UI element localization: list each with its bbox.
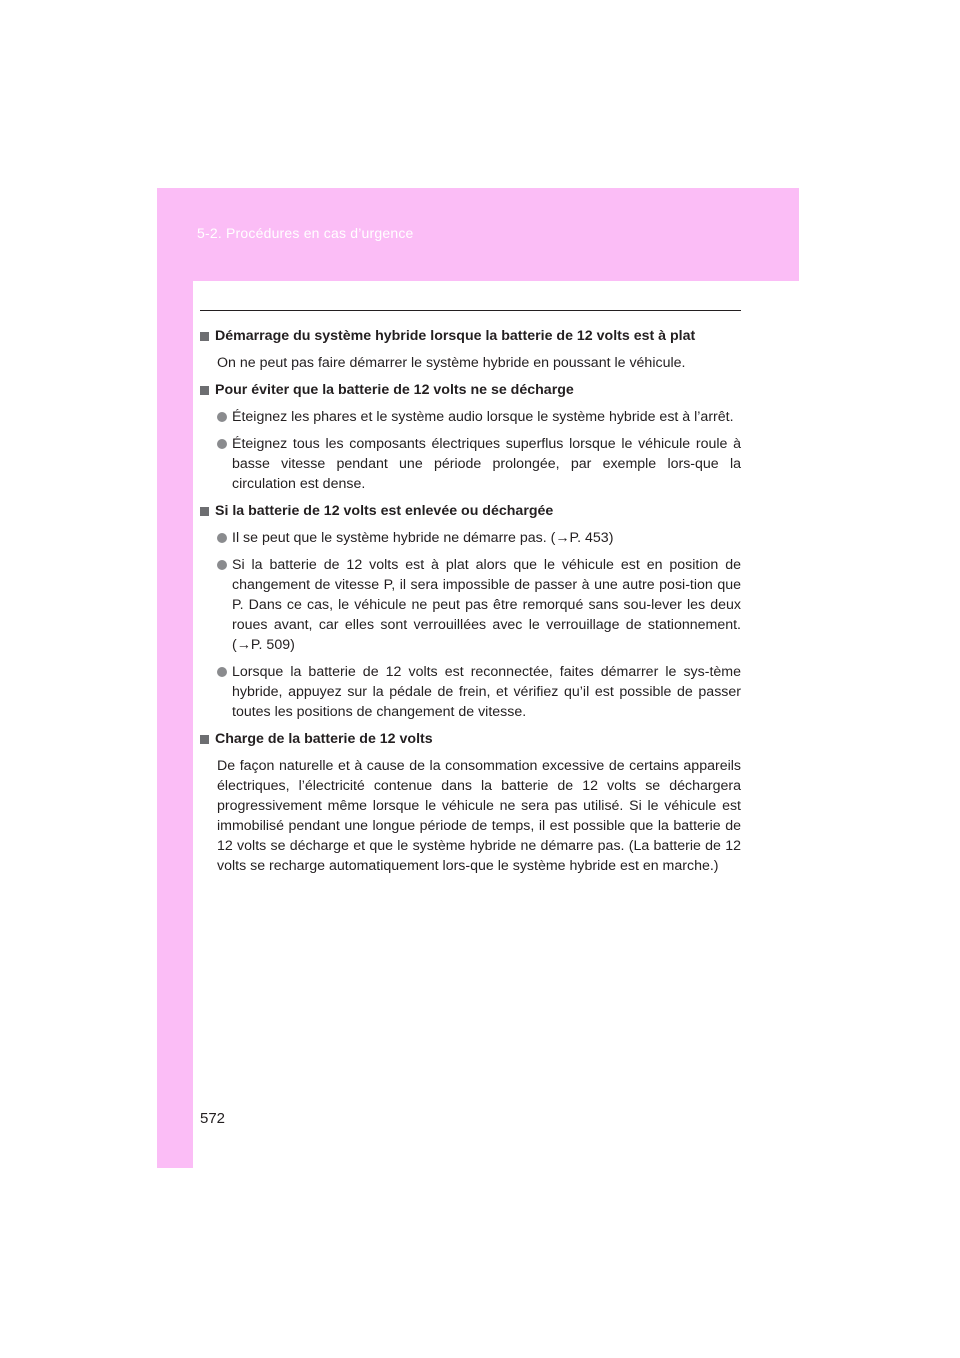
list-item	[217, 555, 741, 655]
circle-bullet-icon	[217, 412, 227, 422]
circle-bullet-icon	[217, 667, 227, 677]
section-heading	[200, 380, 741, 400]
list-item-text: Éteignez tous les composants électriques superflus lorsque le véhicule roule à basse vitesse pendant une période prolongée, par exemple lors-que la circulation est dense.	[232, 436, 741, 492]
heading-text: Démarrage du système hybride lorsque la batterie de 12 volts est à plat	[215, 328, 696, 344]
circle-bullet-icon	[217, 439, 227, 449]
paragraph: On ne peut pas faire démarrer le système hybride en poussant le véhicule.	[217, 355, 686, 371]
section-heading	[200, 501, 741, 521]
page-margin-strip	[157, 281, 193, 1168]
square-bullet-icon	[200, 386, 209, 395]
page-number: 572	[200, 1110, 226, 1127]
square-bullet-icon	[200, 332, 209, 341]
list-item-text: Éteignez les phares et le système audio lorsque le système hybride est à l’arrêt.	[232, 409, 734, 425]
section-header	[157, 188, 799, 281]
list-item-text: Il se peut que le système hybride ne démarre pas. (→P. 453)	[232, 530, 614, 546]
divider	[200, 310, 741, 311]
list-item-text: Lorsque la batterie de 12 volts est reconnectée, faites démarrer le sys-tème hybride, appuyez sur la pédale de frein, et vérifiez qu’il est possible de passer toutes les positions de changement de vitesse.	[232, 664, 741, 720]
list-item	[217, 407, 741, 427]
square-bullet-icon	[200, 507, 209, 516]
section-heading	[200, 326, 741, 346]
circle-bullet-icon	[217, 560, 227, 570]
section-heading	[200, 729, 741, 749]
section-title: 5-2. Procédures en cas d’urgence	[197, 225, 414, 241]
main-content	[200, 326, 741, 883]
paragraph: De façon naturelle et à cause de la consommation excessive de certains appareils électriques, l’électricité contenue dans la batterie de 12 volts se déchargera progressivement même lorsque le véhicule ne sera pas utilisé. Si le véhicule est immobilisé pendant une longue période de temps, il est possible que la batterie de 12 volts se décharge et que le système hybride ne démarre pas. (La batterie de 12 volts se recharge automatiquement lors-que le système hybride est en marche.)	[217, 758, 741, 874]
heading-text: Pour éviter que la batterie de 12 volts ne se décharge	[215, 382, 574, 398]
list-item	[217, 528, 741, 548]
heading-text: Si la batterie de 12 volts est enlevée ou déchargée	[215, 503, 554, 519]
list-item	[217, 434, 741, 494]
list-item	[217, 662, 741, 722]
circle-bullet-icon	[217, 533, 227, 543]
heading-text: Charge de la batterie de 12 volts	[215, 731, 433, 747]
square-bullet-icon	[200, 735, 209, 744]
list-item-text: Si la batterie de 12 volts est à plat alors que le véhicule est en position de changement de vitesse P, il sera impossible de passer à une autre posi-tion que P. Dans ce cas, le véhicule ne peut pas être remorqué sans sou-lever les deux roues avant, car elles sont verrouillées avec le verrouillage de stationnement. (→P. 509)	[232, 557, 741, 653]
